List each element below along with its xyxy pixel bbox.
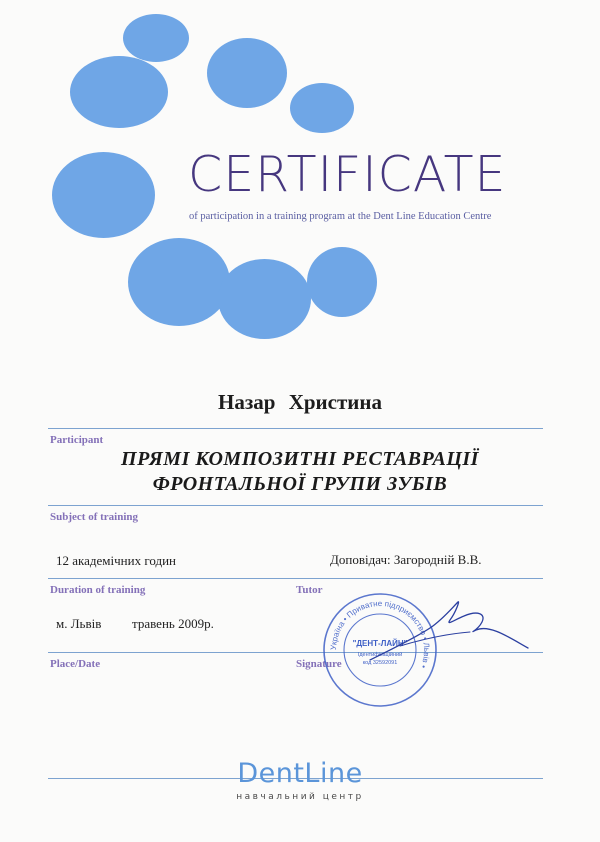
bubble <box>52 152 155 238</box>
tutor-value: Доповідач: Загородній В.В. <box>330 552 482 567</box>
course-title-line-2: ФРОНТАЛЬНОЇ ГРУПИ ЗУБІВ <box>152 473 448 495</box>
bubble <box>70 56 168 128</box>
place-value: м. Львів <box>56 616 102 631</box>
course-title-line-1: ПРЯМІ КОМПОЗИТНІ РЕСТАВРАЦІЇ <box>121 448 479 470</box>
bubble <box>218 259 311 339</box>
date-value: травень 2009р. <box>132 616 214 631</box>
dentline-logo: DentLine <box>237 758 363 789</box>
signature-label: Signature <box>296 658 342 670</box>
stamp-center-text-2: код 32592091 <box>362 660 398 666</box>
divider <box>48 505 543 506</box>
bubble <box>123 14 189 62</box>
bubble <box>207 38 287 108</box>
duration-value: 12 академічних годин <box>56 553 176 568</box>
divider <box>48 578 543 579</box>
logo-subtitle: навчальний центр <box>236 792 364 802</box>
participant-label: Participant <box>50 434 104 446</box>
bubble <box>307 247 377 317</box>
subject-label: Subject of training <box>50 511 138 523</box>
certificate-title: CERTIFICATE <box>188 146 507 203</box>
stamp-center-text-1: Ідентифікаційний <box>357 652 403 658</box>
place-date-label: Place/Date <box>50 658 101 670</box>
divider <box>48 428 543 429</box>
bubble <box>128 238 230 326</box>
duration-label: Duration of training <box>50 584 146 596</box>
handwritten-signature <box>357 590 535 670</box>
tutor-label: Tutor <box>296 584 323 596</box>
stamp-ring-text: Україна • Приватне підприємство • Львів • <box>328 598 432 670</box>
participant-name: Назар Христина <box>218 390 382 414</box>
stamp-center-name: "ДЕНТ-ЛАЙН" <box>352 639 408 648</box>
certificate-subtitle: of participation in a training program at the Dent Line Education Centre <box>189 211 492 222</box>
bubble <box>290 83 354 133</box>
